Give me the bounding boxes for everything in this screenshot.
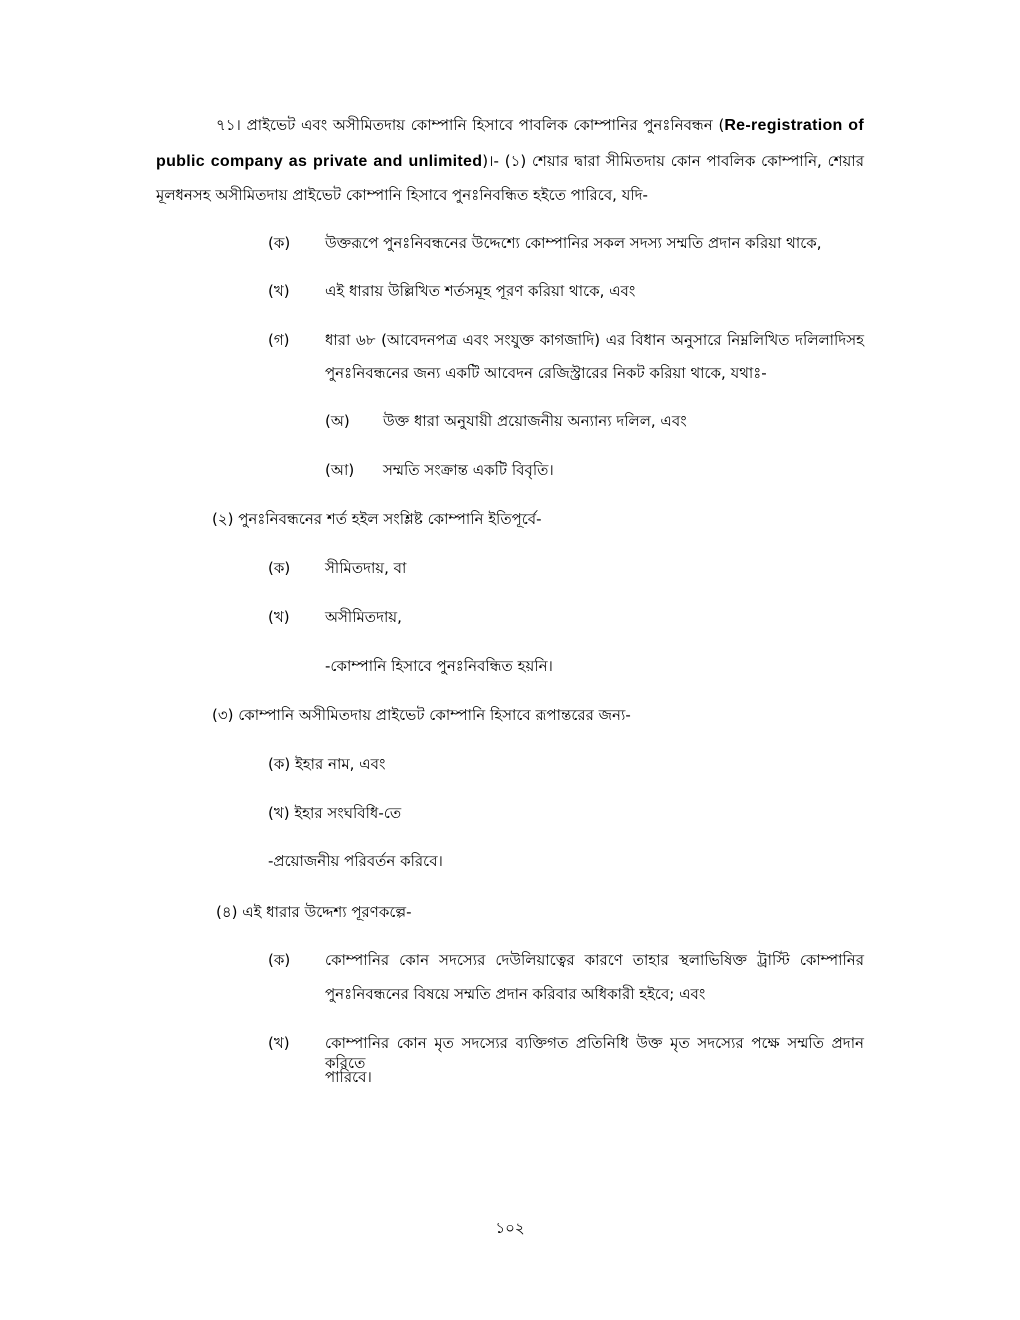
section-title-en-part1: Re-registration of bbox=[724, 117, 864, 134]
clause-ga-line-1 bbox=[325, 330, 864, 350]
section-title-en-close: )।- bbox=[482, 152, 499, 170]
subsection-3-kha: (খ) ইহার সংঘবিধি-তে bbox=[268, 804, 402, 822]
clause-kha-label: (খ) bbox=[268, 282, 290, 300]
clause-ka-text: উক্তরূপে পুনঃনিবন্ধনের উদ্দেশ্যে কোম্পানির সকল সদস্য সম্মতি প্রদান করিয়া থাকে, bbox=[325, 234, 822, 252]
subsection-3-ka: (ক) ইহার নাম, এবং bbox=[268, 755, 386, 773]
subsection-4-ka-line-1 bbox=[325, 950, 864, 970]
subsection-2-intro: (২) পুনঃনিবন্ধনের শর্ত হইল সংশ্লিষ্ট কোম্পানি ইতিপূর্বে- bbox=[212, 510, 542, 528]
subsection-4-ka-label: (ক) bbox=[268, 951, 291, 969]
subsection-4-ka-line-1-text: কোম্পানির কোন সদস্যের দেউলিয়াত্বের কারণে তাহার স্থলাভিষিক্ত ট্রাস্টি কোম্পানির bbox=[325, 951, 864, 969]
page-number: ১০২ bbox=[495, 1219, 525, 1237]
subsection-1-end: মূলধনসহ অসীমিতদায় প্রাইভেট কোম্পানি হিসাবে পুনঃনিবন্ধিত হইতে পারিবে, যদি- bbox=[156, 186, 648, 204]
subsection-4-kha-line-2: পারিবে। bbox=[325, 1068, 372, 1086]
subsection-2-ka-text: সীমিতদায়, বা bbox=[325, 559, 407, 577]
clause-ga-line-1-text: ধারা ৬৮ (আবেদনপত্র এবং সংযুক্ত কাগজাদি) এর বিধান অনুসারে নিম্নলিখিত দলিলাদিসহ bbox=[325, 331, 864, 349]
clause-kha-text: এই ধারায় উল্লিখিত শর্তসমূহ পূরণ করিয়া থাকে, এবং bbox=[325, 282, 636, 300]
sub-clause-aa-label: (আ) bbox=[325, 461, 355, 479]
subsection-4-kha-line-1 bbox=[325, 1033, 864, 1073]
sub-clause-a-label: (অ) bbox=[325, 412, 350, 430]
section-title-en-part2: public company as private and unlimited bbox=[156, 153, 483, 170]
clause-ka-label: (ক) bbox=[268, 234, 291, 252]
clause-ga-label: (গ) bbox=[268, 331, 290, 349]
section-71-line-1 bbox=[216, 115, 864, 136]
subsection-4-kha-label: (খ) bbox=[268, 1034, 290, 1052]
subsection-2-ka-label: (ক) bbox=[268, 559, 291, 577]
sub-clause-a-text: উক্ত ধারা অনুযায়ী প্রয়োজনীয় অন্যান্য দলিল, এবং bbox=[383, 412, 687, 430]
subsection-2-closing: -কোম্পানি হিসাবে পুনঃনিবন্ধিত হয়নি। bbox=[325, 657, 553, 675]
subsection-4-ka-line-2: পুনঃনিবন্ধনের বিষয়ে সম্মতি প্রদান করিবার অধিকারী হইবে; এবং bbox=[325, 985, 706, 1003]
subsection-4-kha-line-1-text: কোম্পানির কোন মৃত সদস্যের ব্যক্তিগত প্রতিনিধি উক্ত মৃত সদস্যের পক্ষে সম্মতি প্রদান করিতে bbox=[325, 1034, 864, 1072]
sub-clause-aa-text: সম্মতি সংক্রান্ত একটি বিবৃতি। bbox=[383, 461, 554, 479]
subsection-2-kha-label: (খ) bbox=[268, 608, 290, 626]
subsection-3-closing: -প্রয়োজনীয় পরিবর্তন করিবে। bbox=[268, 852, 443, 870]
section-number: ৭১। bbox=[216, 116, 241, 134]
clause-ga-line-2: পুনঃনিবন্ধনের জন্য একটি আবেদন রেজিস্ট্রারের নিকট করিয়া থাকে, যথাঃ- bbox=[325, 364, 767, 382]
subsection-2-kha-text: অসীমিতদায়, bbox=[325, 608, 402, 626]
subsection-3-intro: (৩) কোম্পানি অসীমিতদায় প্রাইভেট কোম্পানি হিসাবে রূপান্তরের জন্য- bbox=[212, 706, 631, 724]
section-title-en-open: ( bbox=[718, 116, 725, 134]
section-71-line-2 bbox=[156, 151, 864, 172]
section-title-bn: প্রাইভেট এবং অসীমিতদায় কোম্পানি হিসাবে পাবলিক কোম্পানির পুনঃনিবন্ধন bbox=[246, 116, 713, 134]
subsection-4-intro: (৪) এই ধারার উদ্দেশ্য পূরণকল্পে- bbox=[216, 903, 412, 921]
subsection-1-start: (১) শেয়ার দ্বারা সীমিতদায় কোন পাবলিক কোম্পানি, শেয়ার bbox=[504, 152, 864, 170]
